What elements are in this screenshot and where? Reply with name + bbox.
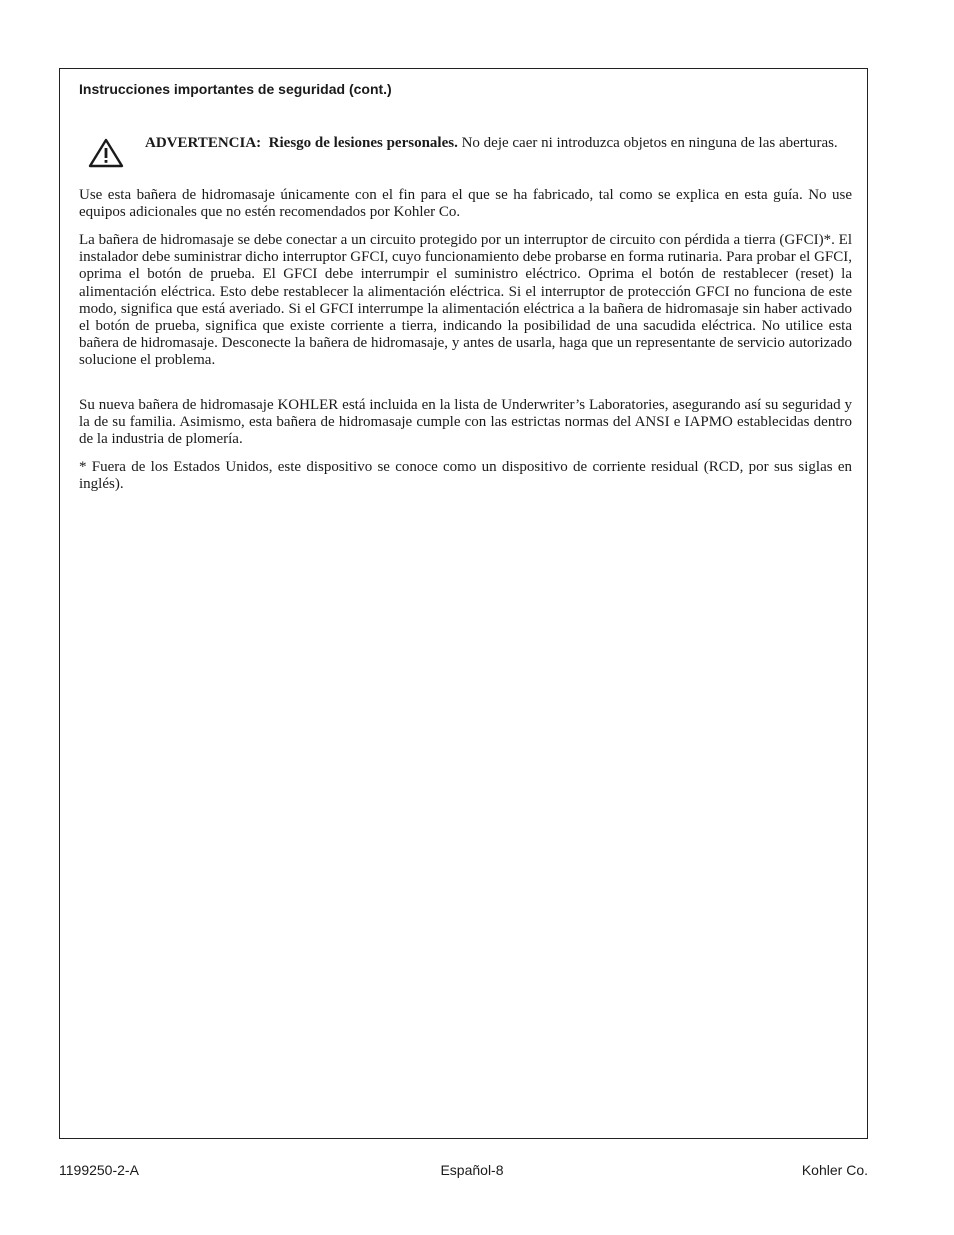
footer-doc-number: 1199250-2-A bbox=[59, 1162, 139, 1178]
warning-risk: Riesgo de lesiones personales. bbox=[268, 135, 458, 151]
warning-block bbox=[87, 135, 852, 175]
warning-label: ADVERTENCIA: bbox=[145, 135, 262, 151]
paragraph-footnote: * Fuera de los Estados Unidos, este dispositivo se conoce como un dispositivo de corriente residual (RCD, por sus siglas en inglés). bbox=[79, 459, 852, 493]
footer-page-number: Español-8 bbox=[440, 1162, 504, 1178]
paragraph-intended-use: Use esta bañera de hidromasaje únicamente con el fin para el que se ha fabricado, tal como se explica en esta guía. No use equipos adicionales que no estén recomendados por Kohler Co. bbox=[79, 187, 852, 221]
warning-text bbox=[145, 135, 852, 152]
warning-message: No deje caer ni introduzca objetos en ninguna de las aberturas. bbox=[461, 135, 838, 151]
paragraph-gfci: La bañera de hidromasaje se debe conectar a un circuito protegido por un interruptor de circuito con pérdida a tierra (GFCI)*. El instalador debe suministrar dicho interruptor GFCI, cuyo funcionamiento debe probarse en forma rutinaria. Para probar el GFCI, oprima el botón de prueba. El GFCI debe interrumpir el suministro eléctrico. Oprima el botón de restablecer (reset) la alimentación eléctrica. Esto debe restablecer la alimentación eléctrica. Si el interruptor de protección GFCI no funciona de este modo, significa que está averiado. Si el GFCI interrumpe la alimentación eléctrica a la bañera de hidromasaje sin haber activado el botón de prueba, significa que existe corriente a tierra, indicando la posibilidad de una sacudida eléctrica. No utilice esta bañera de hidromasaje. Desconecte la bañera de hidromasaje, y antes de usarla, haga que un representante de servicio autorizado solucione el problema. bbox=[79, 232, 852, 369]
section-heading: Instrucciones importantes de seguridad (cont.) bbox=[79, 81, 392, 97]
footer-company: Kohler Co. bbox=[801, 1162, 868, 1178]
content-frame bbox=[59, 68, 868, 1139]
paragraph-listing: Su nueva bañera de hidromasaje KOHLER está incluida en la lista de Underwriter’s Laboratories, asegurando así su seguridad y la de su familia. Asimismo, esta bañera de hidromasaje cumple con las estrictas normas del ANSI e IAPMO establecidas dentro de la industria de plomería. bbox=[79, 397, 852, 448]
warning-triangle-icon bbox=[87, 137, 125, 169]
